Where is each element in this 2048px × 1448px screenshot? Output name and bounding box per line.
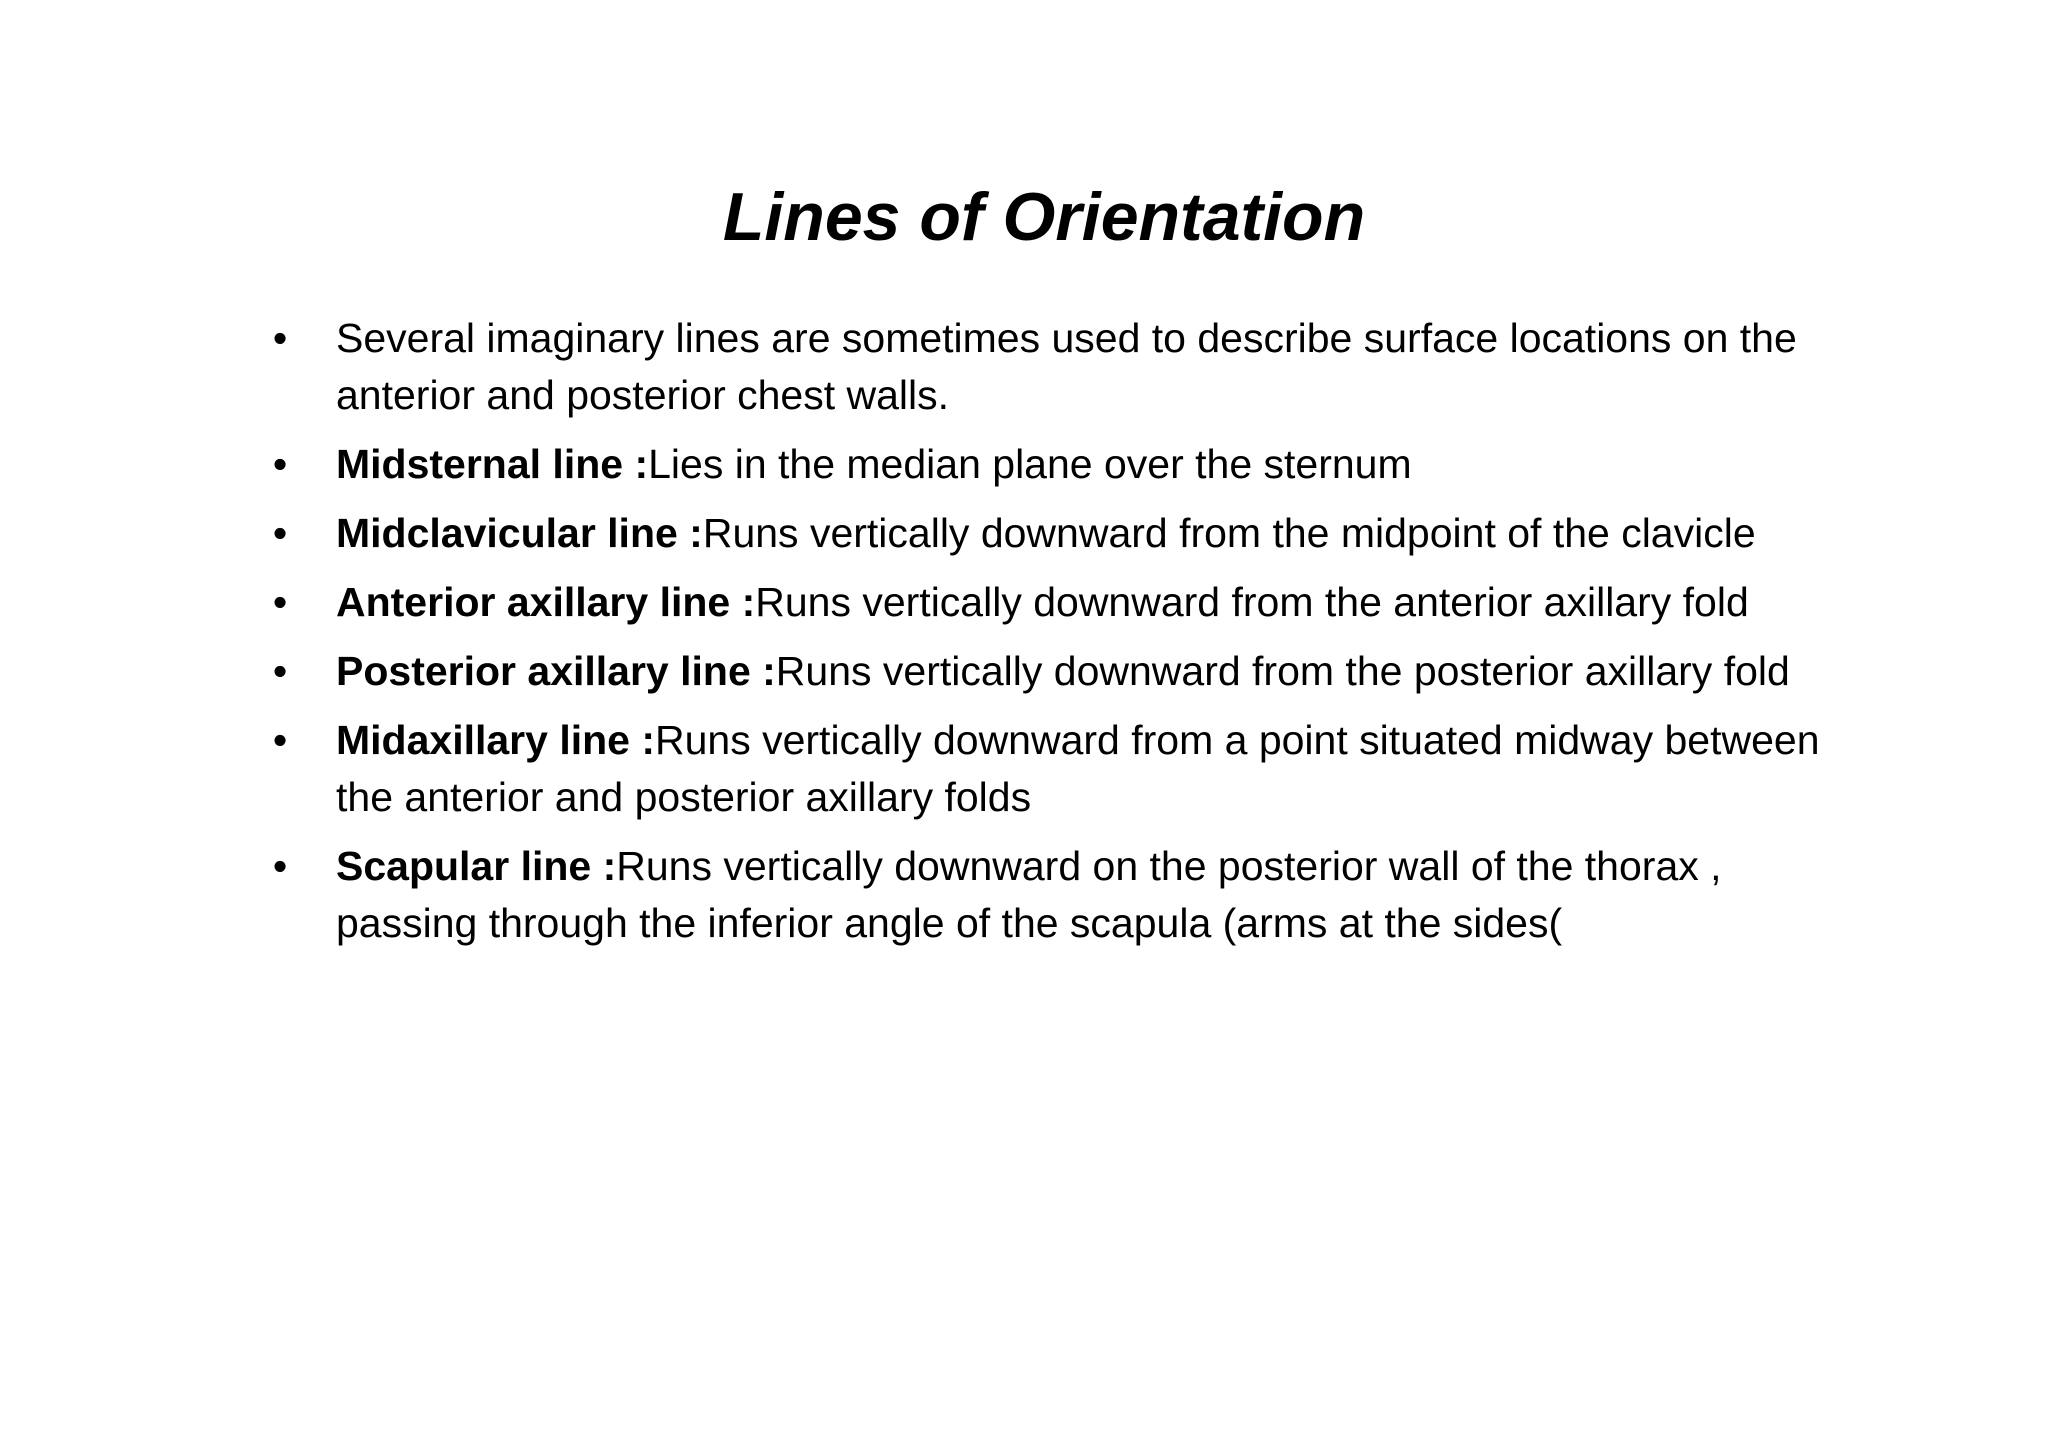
bullet-term: Posterior axillary line : (336, 648, 776, 694)
bullet-icon: • (272, 843, 288, 889)
list-item (268, 574, 1828, 631)
bullet-text: Several imaginary lines are sometimes used to describe surface locations on the anterior and posterior chest walls. (336, 315, 1797, 418)
bullet-icon: • (272, 648, 288, 694)
bullet-text: Runs vertically downward on the posterior wall of the thorax , passing through the inferior angle of the scapula (arms at the sides( (336, 843, 1722, 946)
bullet-text: Runs vertically downward from the posterior axillary fold (775, 648, 1790, 694)
list-item (268, 712, 1828, 826)
list-item (268, 310, 1828, 424)
bullet-term: Anterior axillary line : (336, 579, 756, 625)
bullet-text: Lies in the median plane over the sternum (648, 441, 1412, 487)
bullet-icon: • (272, 579, 288, 625)
bullet-text: Runs vertically downward from a point situated midway between the anterior and posterior axillary folds (336, 717, 1820, 820)
bullet-text: Runs vertically downward from the midpoint of the clavicle (702, 510, 1756, 556)
list-item (268, 643, 1828, 700)
bullet-list (268, 310, 1828, 964)
bullet-term: Midsternal line : (336, 441, 649, 487)
bullet-term: Midclavicular line : (336, 510, 703, 556)
bullet-icon: • (272, 717, 288, 763)
list-item (268, 838, 1828, 952)
bullet-icon: • (272, 315, 288, 361)
bullet-term: Scapular line : (336, 843, 617, 889)
slide-title: Lines of Orientation (722, 179, 1366, 255)
bullet-icon: • (272, 510, 288, 556)
list-item (268, 505, 1828, 562)
list-item (268, 436, 1828, 493)
bullet-term: Midaxillary line : (336, 717, 655, 763)
bullet-text: Runs vertically downward from the anterior axillary fold (755, 579, 1749, 625)
bullet-icon: • (272, 441, 288, 487)
